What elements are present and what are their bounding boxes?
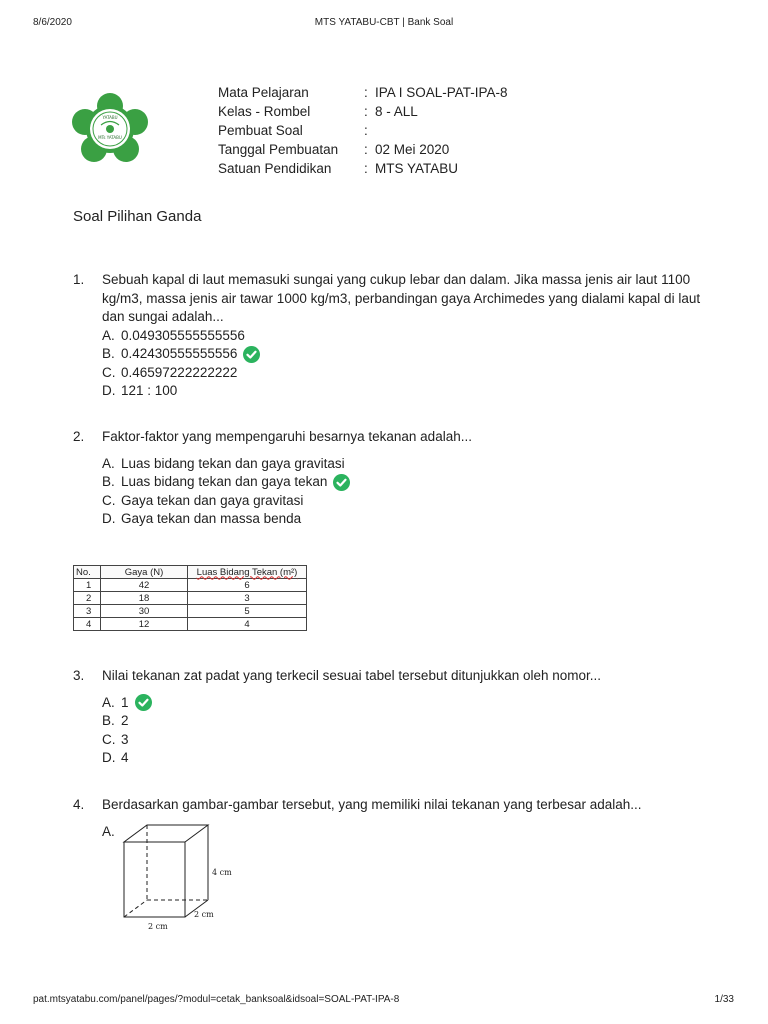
question-number: 4. bbox=[73, 797, 85, 812]
page-number: 1/33 bbox=[714, 994, 734, 1005]
meta-row-school: Satuan Pendidikan : MTS YATABU bbox=[218, 161, 459, 176]
table-row: 2 18 3 bbox=[74, 592, 307, 605]
table-row: 3 30 5 bbox=[74, 605, 307, 618]
option-a: A. 1 bbox=[102, 694, 713, 713]
page-title: MTS YATABU-CBT | Bank Soal bbox=[314, 17, 454, 28]
option-a: A. bbox=[102, 823, 115, 839]
question-3 bbox=[73, 667, 713, 768]
table-header: Luas Bidang Tekan (m²) bbox=[188, 566, 307, 579]
option-d: D. Gaya tekan dan massa benda bbox=[102, 511, 302, 526]
height-label: 4 cm bbox=[212, 868, 232, 877]
question-number: 3. bbox=[73, 668, 85, 683]
question-text: Faktor-faktor yang mempengaruhi besarnya tekanan adalah... bbox=[102, 429, 472, 444]
pressure-table bbox=[73, 565, 307, 631]
table-row: 1 42 6 bbox=[74, 579, 307, 592]
page-url: pat.mtsyatabu.com/panel/pages/?modul=cetak_banksoal&idsoal=SOAL-PAT-IPA-8 bbox=[33, 994, 400, 1005]
meta-row-class: Kelas - Rombel : 8 - ALL bbox=[218, 104, 418, 119]
logo-text-top: YATABU bbox=[102, 115, 118, 120]
width-label: 2 cm bbox=[148, 922, 168, 931]
question-text: Sebuah kapal di laut memasuki sungai yang cukup lebar dan dalam. Jika massa jenis air laut 1100 kg/m3, massa jenis air tawar 1000 kg/m3, perbandingan gaya Archimedes yang dialami kapal di laut dan sungai adalah... bbox=[102, 272, 701, 324]
question-1 bbox=[73, 271, 713, 401]
question-text: Berdasarkan gambar-gambar tersebut, yang memiliki nilai tekanan yang terbesar adalah... bbox=[102, 797, 642, 812]
table-header: No. bbox=[74, 566, 101, 579]
option-b: B. 2 bbox=[102, 713, 129, 728]
depth-label: 2 cm bbox=[194, 910, 214, 919]
option-a: A. Luas bidang tekan dan gaya gravitasi bbox=[102, 455, 345, 471]
correct-check-icon bbox=[243, 346, 260, 363]
prism-figure bbox=[110, 822, 250, 932]
option-c: C. Gaya tekan dan gaya gravitasi bbox=[102, 492, 304, 508]
option-c: C. 0.46597222222222 bbox=[102, 364, 238, 380]
table-header: Gaya (N) bbox=[101, 566, 188, 579]
question-text: Nilai tekanan zat padat yang terkecil sesuai tabel tersebut ditunjukkan oleh nomor... bbox=[102, 668, 602, 683]
meta-row-date: Tanggal Pembuatan : 02 Mei 2020 bbox=[218, 142, 450, 157]
table-row: 4 12 4 bbox=[74, 618, 307, 631]
option-b: B. 0.42430555555556 bbox=[102, 345, 713, 364]
subject-info bbox=[218, 83, 508, 178]
option-b: B. Luas bidang tekan dan gaya tekan bbox=[102, 473, 713, 492]
print-date: 8/6/2020 bbox=[33, 17, 72, 28]
option-d: D. 4 bbox=[102, 750, 129, 765]
section-title: Soal Pilihan Ganda bbox=[73, 208, 202, 225]
correct-check-icon bbox=[333, 474, 350, 491]
meta-row-subject: Mata Pelajaran : IPA I SOAL-PAT-IPA-8 bbox=[218, 85, 508, 100]
meta-row-author: Pembuat Soal : bbox=[218, 123, 368, 138]
option-c: C. 3 bbox=[102, 731, 129, 747]
logo-text-mid: MTs YATABU bbox=[98, 135, 122, 140]
correct-check-icon bbox=[135, 694, 152, 711]
question-number: 1. bbox=[73, 272, 85, 287]
question-number: 2. bbox=[73, 429, 85, 444]
school-logo bbox=[71, 92, 149, 164]
option-a: A. 0.049305555555556 bbox=[102, 327, 245, 343]
question-2 bbox=[73, 428, 713, 529]
option-d: D. 121 : 100 bbox=[102, 383, 178, 398]
